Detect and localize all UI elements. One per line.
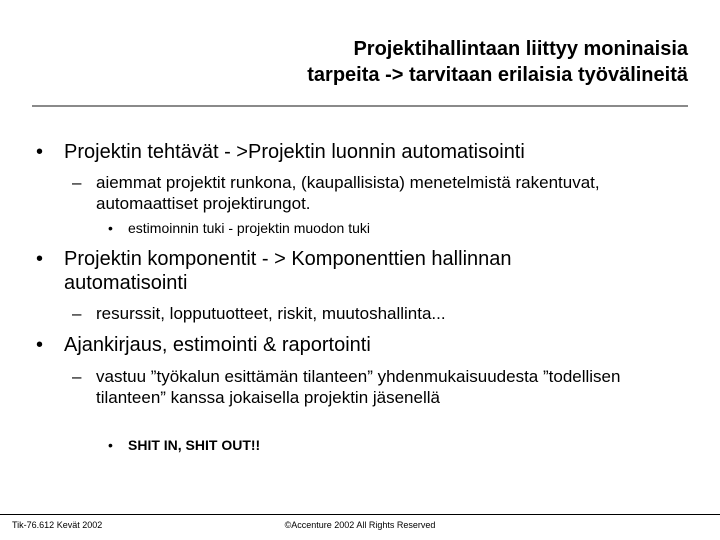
bullet-item-1-text: Projektin tehtävät - >Projektin luonnin automatisointi [64,141,525,163]
bullet-dash: – [72,173,82,192]
title-divider [32,105,688,107]
bullet-item-3-sub-1-text: vastuu ”työkalun esittämän tilanteen” yhdenmukaisuudesta ”todellisen tilanteen” kanssa jokaisella projektin jäsenellä [96,367,621,407]
bullet-dash: – [72,367,82,386]
bullet-item-2 [36,247,676,295]
bullet-item-3-sub-1 [72,366,672,408]
bullet-item-3 [36,333,676,357]
footer-course: Tik-76.612 Kevät 2002 [12,520,103,530]
bullet-item-1-sub-1-sub-1 [108,219,648,237]
bullet-item-3-text: Ajankirjaus, estimointi & raportointi [64,334,371,356]
bullet-dot: • [36,141,44,163]
bullet-item-1-sub-1-text: aiemmat projektit runkona, (kaupallisista) menetelmistä rakentuvat, automaattiset projektirungot. [96,173,600,213]
bullet-dot-small: • [108,220,113,236]
bullet-item-1-sub-1-sub-1-text: estimoinnin tuki - projektin muodon tuki [128,220,371,236]
slide-title [128,36,688,88]
slide-title-line-1: Projektihallintaan liittyy moninaisia [353,38,688,60]
bullet-dot: • [36,334,44,356]
bullet-dot: • [36,248,44,270]
bullet-item-2-sub-1-text: resurssit, lopputuotteet, riskit, muutoshallinta... [96,304,446,323]
bullet-item-2-sub-1 [72,303,672,324]
bullet-dash: – [72,304,82,323]
bullet-item-3-sub-1-sub-1-text: SHIT IN, SHIT OUT!! [128,437,261,453]
bullet-item-2-text: Projektin komponentit - > Komponenttien hallinnan automatisointi [64,248,512,294]
bullet-item-1-sub-1 [72,172,672,214]
slide-title-line-2: tarpeita -> tarvitaan erilaisia työvälineitä [307,64,688,86]
bullet-item-1 [36,140,676,164]
footer-divider [0,514,720,515]
bullet-item-3-sub-1-sub-1 [108,436,648,454]
footer-copyright: ©Accenture 2002 All Rights Reserved [284,520,436,530]
bullet-dot-small: • [108,437,113,453]
